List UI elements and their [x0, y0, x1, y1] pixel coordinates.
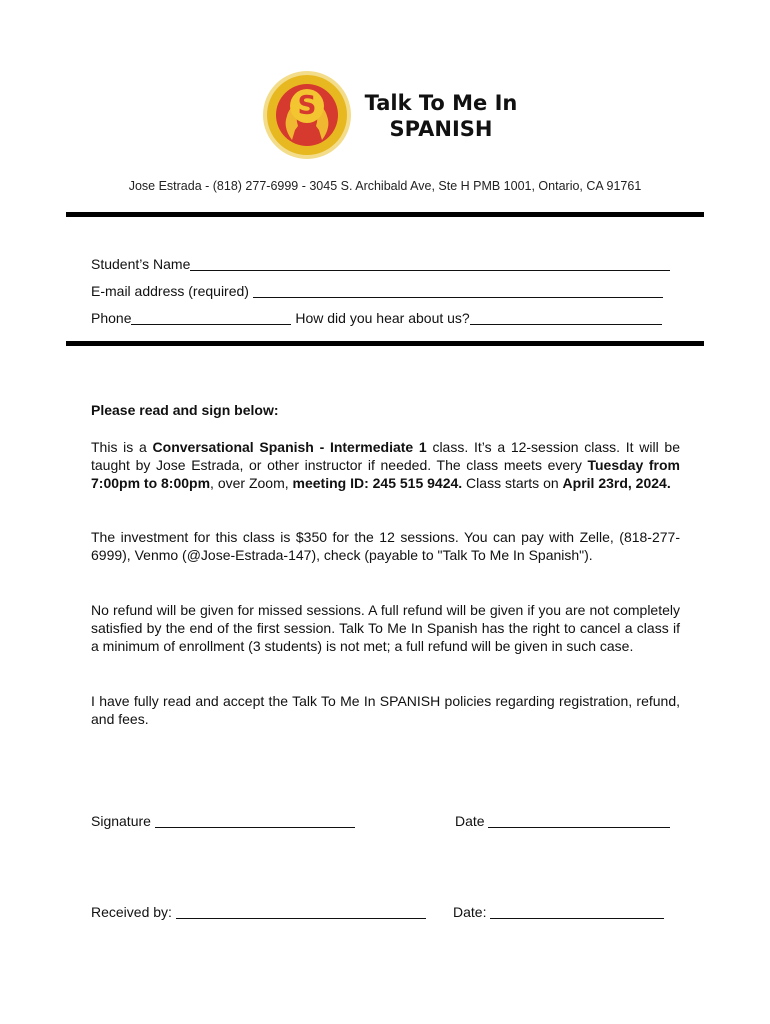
section-heading: Please read and sign below:	[91, 402, 279, 418]
phone-row	[91, 308, 662, 326]
para1-text-1: This is a	[91, 439, 153, 455]
received-label: Received by:	[91, 904, 172, 920]
phone-field[interactable]	[131, 310, 291, 325]
start-date: April 23rd, 2024.	[562, 475, 671, 492]
signature-row	[91, 811, 355, 829]
signature-field[interactable]	[155, 813, 355, 828]
para1-text-4: Class starts on	[462, 475, 563, 492]
student-name-row	[91, 254, 670, 272]
hear-label: How did you hear about us?	[295, 310, 470, 326]
class-name: Conversational Spanish - Intermediate 1	[152, 439, 427, 455]
para1-text-3: , over Zoom,	[210, 475, 293, 492]
brand-line-1: Talk To Me In	[364, 91, 518, 115]
para1-text-2: class. It’s a 12-session class. It will be taught by Jose Estrada, or other instructor if needed. The class meets every	[91, 439, 681, 474]
paragraph-class-info	[91, 438, 680, 493]
received-field[interactable]	[176, 904, 426, 919]
top-divider	[66, 212, 704, 217]
paragraph-payment: The investment for this class is $350 for the 12 sessions. You can pay with Zelle, (818-277-6999), Venmo (@Jose-Estrada-147), check (payable to "Talk To Me In Spanish").	[91, 529, 680, 564]
date-label: Date	[455, 813, 485, 829]
class-time: Tuesday from 7:00pm to 8:00pm	[91, 457, 681, 492]
brand-name	[356, 90, 526, 143]
student-name-label: Student’s Name	[91, 256, 191, 272]
student-name-field[interactable]	[190, 256, 670, 271]
logo-letter: S	[297, 91, 317, 121]
email-field[interactable]	[253, 283, 663, 298]
brand-logo	[262, 70, 352, 160]
email-row	[91, 281, 663, 299]
date-field[interactable]	[488, 813, 670, 828]
talking-heads-logo-icon	[262, 70, 352, 160]
paragraph-accept: I have fully read and accept the Talk To Me In SPANISH policies regarding registration, refund, and fees.	[91, 693, 680, 728]
date2-label: Date:	[453, 904, 487, 920]
paragraph-refund: No refund will be given for missed sessions. A full refund will be given if you are not completely satisfied by the end of the first session. Talk To Me In Spanish has the right to cancel a class if a minimum of enrollment (3 students) is not met; a full refund will be given in such case.	[91, 602, 680, 655]
brand-line-2: SPANISH	[389, 117, 493, 142]
meeting-id: meeting ID: 245 515 9424.	[292, 475, 463, 492]
date2-row	[453, 902, 664, 920]
phone-label: Phone	[91, 310, 132, 326]
date2-field[interactable]	[490, 904, 664, 919]
email-label: E-mail address (required)	[91, 283, 249, 299]
date-row	[455, 811, 670, 829]
bottom-divider	[66, 341, 704, 346]
contact-info: Jose Estrada - (818) 277-6999 - 3045 S. Archibald Ave, Ste H PMB 1001, Ontario, CA 91761	[128, 179, 642, 193]
signature-label: Signature	[91, 813, 151, 829]
received-row	[91, 902, 426, 920]
hear-field[interactable]	[470, 310, 662, 325]
